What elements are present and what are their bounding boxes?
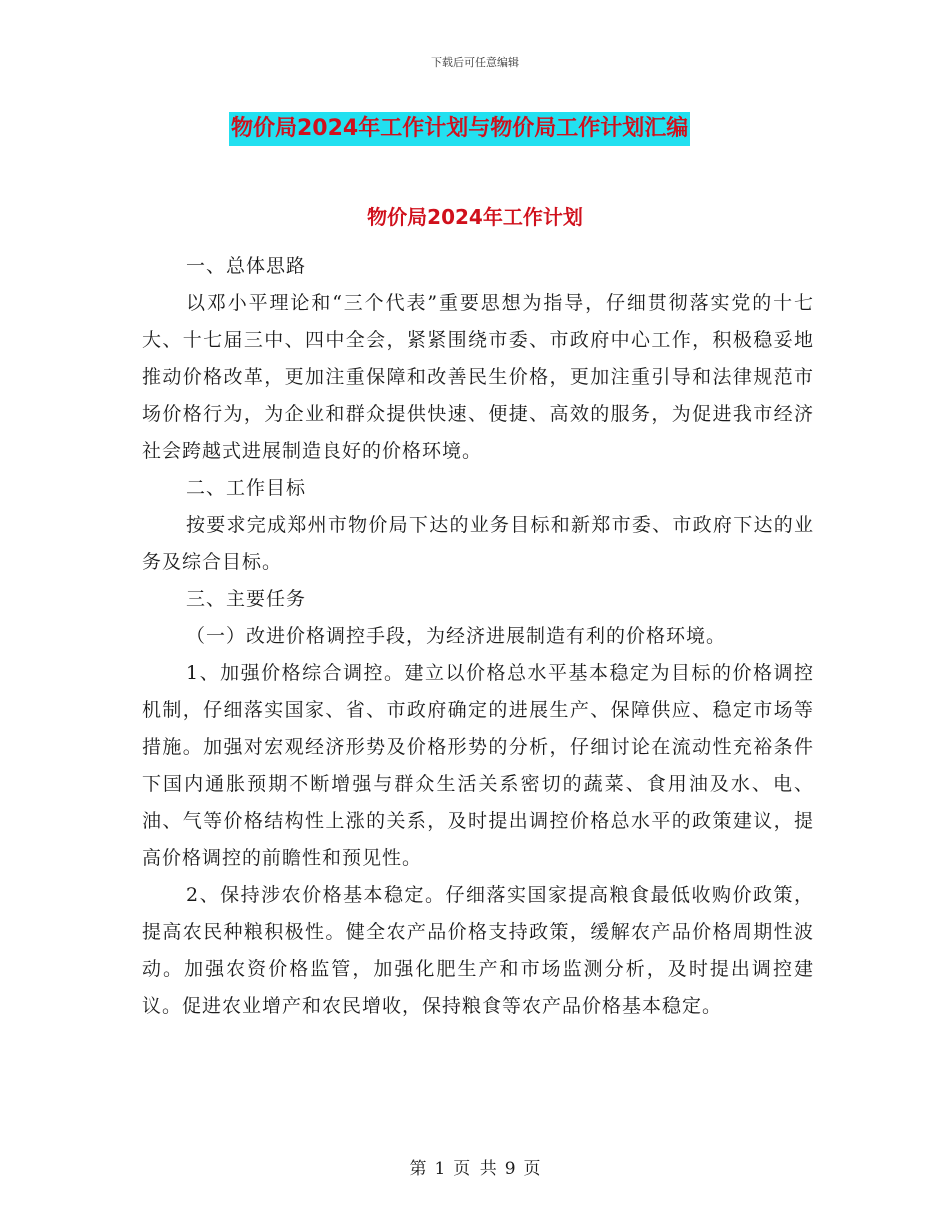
- footer-total-pages: 9: [504, 1159, 516, 1179]
- paragraph-task-1: 1、加强价格综合调控。建立以价格总水平基本稳定为目标的价格调控机制，仔细落实国家、省、市政府确定的进展生产、保障供应、稳定市场等措施。加强对宏观经济形势及价格形势的分析，仔细讨论在流动性充裕条件下国内通胀预期不断增强与群众生活关系密切的蔬菜、食用油及水、电、油、气等价格结构性上涨的关系，及时提出调控价格总水平的政策建议，提高价格调控的前瞻性和预见性。: [142, 662, 814, 869]
- footer-suffix: 页: [523, 1159, 541, 1179]
- section-heading-overall: 一、总体思路: [186, 255, 307, 277]
- footer-mid: 页 共: [453, 1159, 497, 1179]
- section-heading-goals: 二、工作目标: [186, 477, 307, 499]
- subsection-heading-1: （一）改进价格调控手段，为经济进展制造有利的价格环境。: [186, 625, 727, 647]
- document-sub-title: 物价局2024年工作计划: [367, 205, 583, 229]
- paragraph-overall: 以邓小平理论和“三个代表”重要思想为指导，仔细贯彻落实党的十七大、十七届三中、四中全会，紧紧围绕市委、市政府中心工作，积极稳妥地推动价格改革，更加注重保障和改善民生价格，更加注重引导和法律规范市场价格行为，为企业和群众提供快速、便捷、高效的服务，为促进我市经济社会跨越式进展制造良好的价格环境。: [142, 292, 814, 462]
- document-main-title: 物价局2024年工作计划与物价局工作计划汇编: [229, 112, 690, 146]
- document-body: [142, 248, 814, 1025]
- page-footer: [0, 1154, 950, 1179]
- footer-page-number: 1: [434, 1159, 446, 1179]
- section-heading-tasks: 三、主要任务: [186, 588, 307, 610]
- paragraph-goals: 按要求完成郑州市物价局下达的业务目标和新郑市委、市政府下达的业务及综合目标。: [142, 514, 814, 573]
- header-note: 下载后可任意编辑: [431, 56, 519, 69]
- footer-prefix: 第: [409, 1159, 427, 1179]
- paragraph-task-2: 2、保持涉农价格基本稳定。仔细落实国家提高粮食最低收购价政策，提高农民种粮积极性。健全农产品价格支持政策，缓解农产品价格周期性波动。加强农资价格监管，加强化肥生产和市场监测分析，及时提出调控建议。促进农业增产和农民增收，保持粮食等农产品价格基本稳定。: [142, 884, 814, 1017]
